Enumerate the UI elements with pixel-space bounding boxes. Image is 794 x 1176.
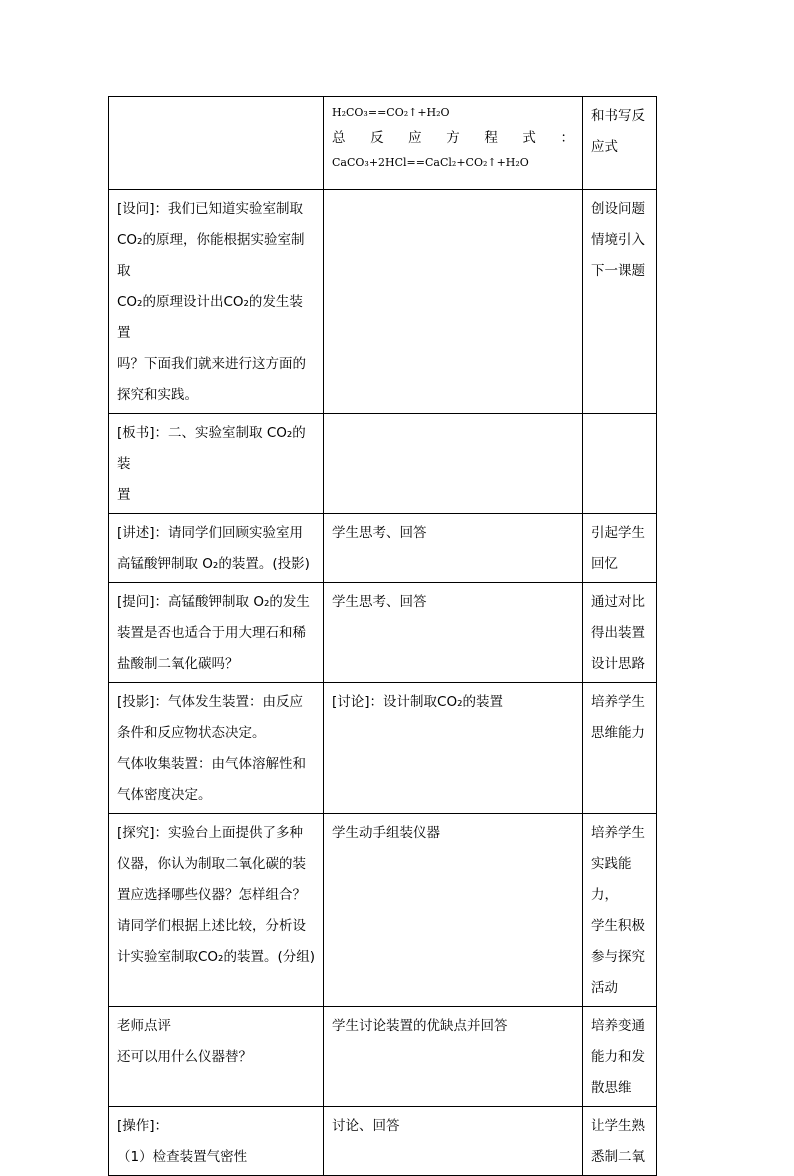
row-col1 xyxy=(109,683,324,814)
cell-text-line: 高锰酸钾制取 O₂的装置。(投影) xyxy=(117,556,310,572)
row-col2 xyxy=(324,414,583,514)
cell-text-line: 回忆 xyxy=(591,556,618,572)
table-row xyxy=(109,97,657,190)
table-row xyxy=(109,1007,657,1107)
equation-label: 总 反 应 方 程 式 ： xyxy=(332,130,574,146)
row-col3 xyxy=(583,583,657,683)
cell-text-line: 通过对比 xyxy=(591,594,645,610)
row-col3 xyxy=(583,190,657,414)
cell-text-line: 老师点评 xyxy=(117,1018,171,1034)
cell-text-line: 吗？下面我们就来进行这方面的 xyxy=(117,356,306,372)
cell-text-line: [设问]：我们已知道实验室制取 xyxy=(117,201,304,217)
cell-text-line: 活动 xyxy=(591,980,618,996)
cell-text-line: 还可以用什么仪器替？ xyxy=(117,1049,252,1065)
cell-text-line: 引起学生 xyxy=(591,525,645,541)
row-col3 xyxy=(583,683,657,814)
cell-text-line: 探究和实践。 xyxy=(117,387,198,403)
row-col1 xyxy=(109,97,324,190)
row-col3 xyxy=(583,1007,657,1107)
cell-text-line: 让学生熟 xyxy=(591,1118,645,1134)
row-col2 xyxy=(324,814,583,1007)
cell-text-line: 创设问题 xyxy=(591,201,645,217)
cell-text-line: 仪器，你认为制取二氧化碳的装 xyxy=(117,856,306,872)
cell-text-line: [提问]：高锰酸钾制取 O₂的发生 xyxy=(117,594,310,610)
row-col2 xyxy=(324,683,583,814)
equation-total: CaCO₃+2HCl==CaCl₂+CO₂↑+H₂O xyxy=(332,156,529,169)
table-row xyxy=(109,814,657,1007)
row-col2 xyxy=(324,97,583,190)
cell-text-line: 散思维 xyxy=(591,1080,632,1096)
row-col3 xyxy=(583,814,657,1007)
cell-text-line: 参与探究 xyxy=(591,949,645,965)
cell-text-line: 得出装置 xyxy=(591,625,645,641)
row-col1 xyxy=(109,1107,324,1176)
cell-text-line: 思维能力 xyxy=(591,725,645,741)
cell-text-line: 装置是否也适合于用大理石和稀 xyxy=(117,625,306,641)
equation-carbonic-acid: H₂CO₃==CO₂↑+H₂O xyxy=(332,106,450,119)
cell-text-line: 培养变通 xyxy=(591,1018,645,1034)
cell-text-line: [板书]：二、实验室制取 CO₂的装 xyxy=(117,425,306,472)
row-col2 xyxy=(324,514,583,583)
row-col1 xyxy=(109,414,324,514)
cell-text-line: 气体收集装置：由气体溶解性和 xyxy=(117,756,306,772)
cell-text-line: CO₂的原理，你能根据实验室制取 xyxy=(117,232,305,279)
cell-text-line: 学生思考、回答 xyxy=(332,525,427,541)
cell-text-line: （1）检查装置气密性 xyxy=(117,1149,248,1165)
cell-text-line: 讨论、回答 xyxy=(332,1118,400,1134)
cell-text-line: 学生动手组装仪器 xyxy=(332,825,440,841)
cell-text-line: 计实验室制取CO₂的装置。(分组) xyxy=(117,949,315,965)
cell-text-line: 置 xyxy=(117,487,131,503)
cell-text-line: 设计思路 xyxy=(591,656,645,672)
cell-text-line: 置应选择哪些仪器？怎样组合？ xyxy=(117,887,306,903)
lesson-plan-table xyxy=(108,96,657,1176)
cell-text-line: 学生讨论装置的优缺点并回答 xyxy=(332,1018,508,1034)
cell-text-line: 请同学们根据上述比较，分析设 xyxy=(117,918,306,934)
cell-text-line: [探究]：实验台上面提供了多种 xyxy=(117,825,304,841)
table-row xyxy=(109,583,657,683)
row-col1 xyxy=(109,583,324,683)
row-col1 xyxy=(109,1007,324,1107)
cell-text-line: 学生思考、回答 xyxy=(332,594,427,610)
cell-text-line: 条件和反应物状态决定。 xyxy=(117,725,266,741)
cell-text-line: CO₂的原理设计出CO₂的发生装置 xyxy=(117,294,303,341)
cell-text-line: 培养学生 xyxy=(591,825,645,841)
row-col1 xyxy=(109,514,324,583)
table-row xyxy=(109,514,657,583)
row-col1 xyxy=(109,190,324,414)
cell-text-line: [投影]：气体发生装置：由反应 xyxy=(117,694,304,710)
cell-text-line: [操作]： xyxy=(117,1118,169,1134)
table-row xyxy=(109,190,657,414)
cell-text-line: 盐酸制二氧化碳吗？ xyxy=(117,656,239,672)
cell-text-line: [讨论]：设计制取CO₂的装置 xyxy=(332,694,503,710)
cell-text-line: 气体密度决定。 xyxy=(117,787,212,803)
row-col2 xyxy=(324,583,583,683)
cell-text-line: 悉制二氧 xyxy=(591,1149,645,1165)
cell-text-line: 情境引入 xyxy=(591,232,645,248)
row-col2 xyxy=(324,190,583,414)
cell-text-line: 能力和发 xyxy=(591,1049,645,1065)
row-col2 xyxy=(324,1107,583,1176)
table-row xyxy=(109,1107,657,1176)
table-row xyxy=(109,414,657,514)
row-col3 xyxy=(583,414,657,514)
cell-text-line: 培养学生 xyxy=(591,694,645,710)
cell-text-line: 学生积极 xyxy=(591,918,645,934)
cell-text-line: [讲述]：请同学们回顾实验室用 xyxy=(117,525,304,541)
cell-text-line: 实践能力， xyxy=(591,856,632,903)
row-col3 xyxy=(583,514,657,583)
row-col1 xyxy=(109,814,324,1007)
row-col3 xyxy=(583,1107,657,1176)
row-col2 xyxy=(324,1007,583,1107)
cell-text-line: 下一课题 xyxy=(591,263,645,279)
table-row xyxy=(109,683,657,814)
row-col3: 和书写反 应式 xyxy=(583,97,657,190)
